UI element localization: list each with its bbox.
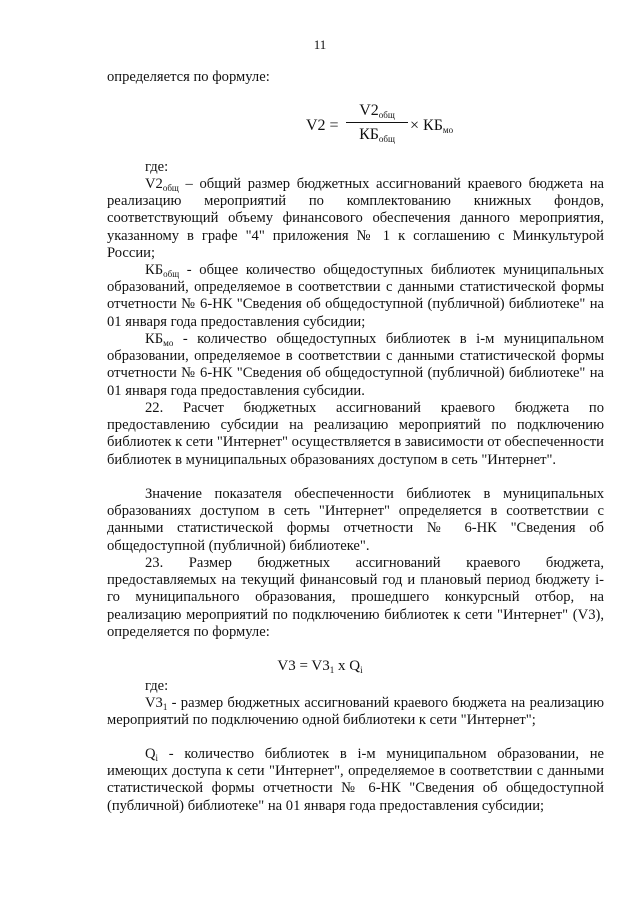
definition-qi: $Q_i$ - количество библиотек в i-м муниципальном образовании, не имеющих доступа к сети "Интернет", определяемое в соответствии с данными статистической формы отчетности № 6-НК "Сведения об общедоступной (публичной) библиотеке" на 01 января года предоставления субсидии; [107,746,604,814]
paragraph-22: 22. Расчет бюджетных ассигнований краевого бюджета по предоставлению субсидии на реализацию мероприятий по подключению библиотек к сети "Интернет" осуществляется в зависимости от обеспеченности библиотек в муниципальных образованиях доступом в сеть "Интернет". [107,400,604,468]
definition-kb-mo: $КБ_{мо}$ - количество общедоступных библиотек в i-м муниципальном образовании, определяемое в соответствии с данными статистической формы отчетности № 6-НК "Сведения об общедоступной (публичной) библиотеке" на 01 января года предоставления субсидии. [107,331,604,399]
formula-v2-denominator: $КБ_{общ}$ [359,126,395,144]
fraction-bar [346,122,408,123]
paragraph-23: 23. Размер бюджетных ассигнований краевого бюджета, предоставляемых на текущий финансовый год и плановый период бюджету i-го муниципального образования, прошедшего конкурсный отбор, на реализацию мероприятий по подключению библиотек к сети "Интернет" (V3), определяется по формуле: [107,555,604,640]
where-label-1: где: [145,159,169,175]
formula-v2-lhs: V2 = [306,117,339,134]
formula-v2-rhs: × $КБ_{мо}$ [410,117,454,135]
definition-kb-obsh: $КБ_{общ}$ - общее количество общедоступных библиотек муниципальных образований, определяемое в соответствии с данными статистической формы отчетности № 6-НК "Сведения об общедоступной (публичной) библиотеке" на 01 января года предоставления субсидии; [107,262,604,330]
formula-v2-fraction [346,101,408,145]
formula-v3: $V3 = V3_1$ x $Q_i$ [277,658,363,675]
definition-v3-1: $V3_1$ - размер бюджетных ассигнований краевого бюджета на реализацию мероприятий по подключению одной библиотеки к сети "Интернет"; [107,695,604,729]
formula-v2-numerator: $V2_{общ}$ [359,102,395,120]
where-label-2: где: [145,678,169,694]
definition-v2-obsh: $V2_{общ}$ – общий размер бюджетных ассигнований краевого бюджета на реализацию мероприятий по комплектованию книжных фондов, соответствующий объему финансового обеспечения данного мероприятия, указанному в графе "4" приложения № 1 к соглашению с Минкультурой России; [107,176,604,261]
paragraph-indicator-value: Значение показателя обеспеченности библиотек в муниципальных образованиях доступом в сеть "Интернет" определяется в соответствии с данными статистической формы отчетности № 6-НК "Сведения об общедоступной (публичной) библиотеке". [107,486,604,554]
intro-line: определяется по формуле: [107,69,270,85]
page-number: 11 [313,37,327,52]
formula-v2 [306,101,466,157]
